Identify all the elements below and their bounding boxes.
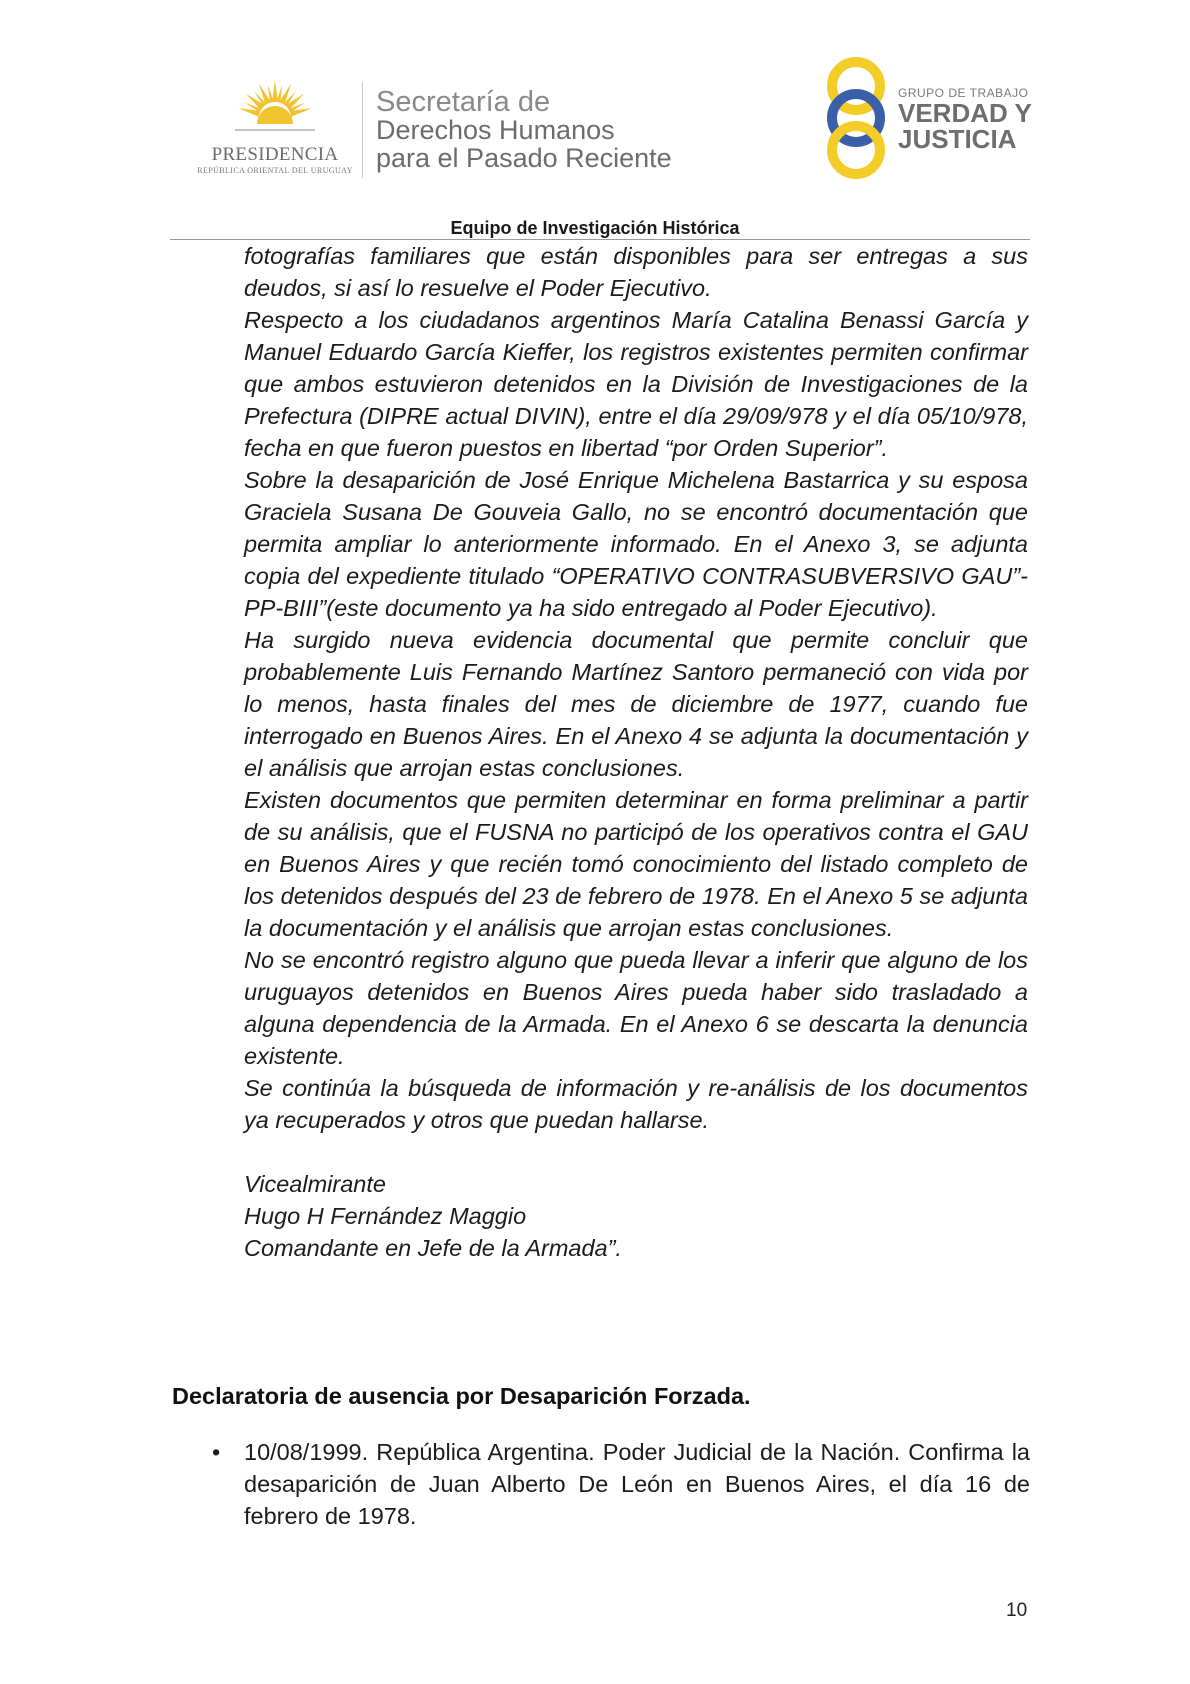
- quote-paragraph-5: Existen documentos que permiten determinar en forma preliminar a partir de su análisis, que el FUSNA no participó de los operativos contra el GAU en Buenos Aires y que recién tomó conocimiento del listado completo de los detenidos después del 23 de febrero de 1978. En el Anexo 5 se adjunta la documentación y el análisis que arrojan estas conclusiones.: [244, 787, 1028, 941]
- page-number: 10: [1006, 1600, 1028, 1621]
- verdad-justicia-text: [898, 86, 1032, 152]
- section-heading: Declaratoria de ausencia por Desaparición Forzada.: [172, 1383, 751, 1409]
- secretaria-line-2: Derechos Humanos: [376, 115, 615, 145]
- presidencia-subtitle: REPÚBLICA ORIENTAL DEL URUGUAY: [197, 166, 353, 175]
- verdad-justicia-logo: [820, 56, 1060, 181]
- sun-emblem-icon: [235, 78, 315, 142]
- quote-paragraph-4: Ha surgido nueva evidencia documental que permite concluir que probablemente Luis Fernando Martínez Santoro permaneció con vida por lo menos, hasta finales del mes de diciembre de 1977, cuando fue interrogado en Buenos Aires. En el Anexo 4 se adjunta la documentación y el análisis que arrojan estas conclusiones.: [244, 627, 1028, 781]
- list-item: [208, 1436, 1030, 1532]
- logo-divider: [362, 82, 363, 178]
- quote-paragraph-2: Respecto a los ciudadanos argentinos María Catalina Benassi García y Manuel Eduardo García Kieffer, los registros existentes permiten confirmar que ambos estuvieron detenidos en la División de Investigaciones de la Prefectura (DIPRE actual DIVIN), entre el día 29/09/978 y el día 05/10/978, fecha en que fueron puestos en libertad “por Orden Superior”.: [244, 307, 1028, 461]
- linked-rings-icon: [820, 56, 892, 181]
- team-title: Equipo de Investigación Histórica: [450, 218, 740, 238]
- list-item-text: 10/08/1999. República Argentina. Poder Judicial de la Nación. Confirma la desaparición de Juan Alberto De León en Buenos Aires, el día 16 de febrero de 1978.: [244, 1439, 1030, 1529]
- secretaria-line-1: Secretaría de: [376, 86, 551, 118]
- quoted-text: [244, 240, 1028, 1264]
- bullet-icon: •: [212, 1439, 221, 1465]
- quote-paragraph-1: fotografías familiares que están disponibles para ser entregas a sus deudos, si así lo resuelve el Poder Ejecutivo.: [244, 243, 1028, 301]
- signature-rank: Vicealmirante: [244, 1171, 386, 1197]
- quote-paragraph-6: No se encontró registro alguno que pueda llevar a inferir que alguno de los uruguayos detenidos en Buenos Aires pueda haber sido trasladado a alguna dependencia de la Armada. En el Anexo 6 se descarta la denuncia existente.: [244, 947, 1028, 1069]
- page-header: [0, 0, 1190, 260]
- vj-line-1: GRUPO DE TRABAJO: [898, 86, 1029, 100]
- quote-paragraph-7: Se continúa la búsqueda de información y re-análisis de los documentos ya recuperados y otros que puedan hallarse.: [244, 1075, 1028, 1133]
- signature-title: Comandante en Jefe de la Armada”.: [244, 1235, 622, 1261]
- bullet-list: [208, 1436, 1030, 1532]
- signature-name: Hugo H Fernández Maggio: [244, 1203, 527, 1229]
- vj-line-2: VERDAD Y: [898, 98, 1032, 128]
- quote-paragraph-3: Sobre la desaparición de José Enrique Michelena Bastarrica y su esposa Graciela Susana De Gouveia Gallo, no se encontró documentación que permita ampliar lo anteriormente informado. En el Anexo 3, se adjunta copia del expediente titulado “OPERATIVO CONTRASUBVERSIVO GAU”- PP-BIII”(este documento ya ha sido entregado al Poder Ejecutivo).: [244, 467, 1028, 621]
- presidencia-logo: [195, 78, 355, 178]
- secretaria-logo-text: [376, 88, 672, 172]
- spacer: [244, 1136, 1028, 1168]
- presidencia-name: PRESIDENCIA: [211, 144, 339, 165]
- secretaria-line-3: para el Pasado Reciente: [376, 143, 672, 173]
- vj-line-3: JUSTICIA: [898, 124, 1017, 154]
